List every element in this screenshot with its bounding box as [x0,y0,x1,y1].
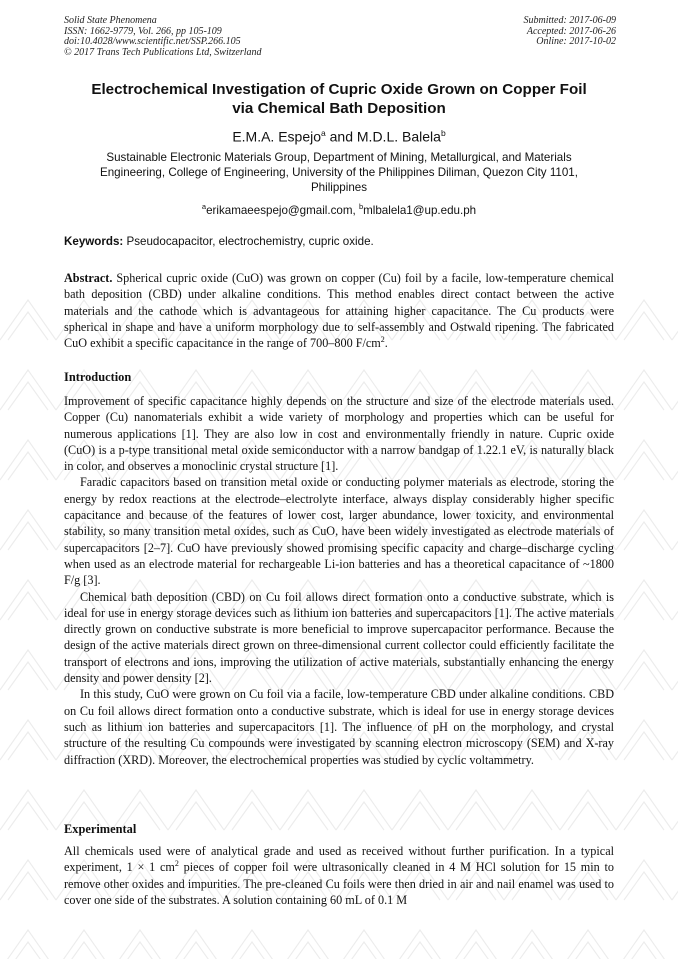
email-a-superscript: a [201,202,207,211]
author-conjunction: and [325,128,357,145]
experimental-text-1: All chemicals used were of analytical grade and used as received without further purification. In a typical experiment, 1 × 1 cm [64,844,614,875]
author-2-superscript: b [440,128,446,138]
date-submitted: Submitted: 2017-06-09 [523,15,616,26]
authors [40,124,638,146]
experimental-text-2: pieces of copper foil were ultrasonically cleaned in 4 M HCl solution for 15 min to remove other oxides and impurities. The pre-cleaned Cu foils were then dried in air and nail enamel was used to cover one side of the substrates. A solution containing 60 mL of 0.1 M [64,860,614,907]
author-1: E.M.A. Espejo [232,128,322,145]
abstract [64,270,614,351]
abstract-text: Spherical cupric oxide (CuO) was grown on copper (Cu) foil by a facile, low-temperature chemical bath deposition (CBD) under alkaline conditions. This method enables direct contact between the active materials and the cathode which is advantageous for attaining higher capacitance. The Cu products were spherical in shape and have a uniform morphology due to self-assembly and Ostwald ripening. The fabricated CuO exhibit a specific capacitance in the range of 700–800 F/cm [64,271,614,351]
author-emails [40,200,638,218]
experimental-body [64,843,614,908]
journal-copyright: © 2017 Trans Tech Publications Ltd, Switzerland [64,46,262,58]
email-b: mlbalela1@up.edu.ph [363,203,477,217]
journal-issn: ISSN: 1662-9779, Vol. 266, pp 105-109 [64,25,222,37]
publication-dates [524,16,617,48]
email-b-superscript: b [358,202,364,211]
author-1-superscript: a [321,128,326,138]
intro-paragraph-2: Faradic capacitors based on transition metal oxide or conducting polymer materials as electrode, storing the energy by redox reactions at the electrode–electrolyte interface, always display considerably higher specific capacitance and because of the features of lower cost, larger abundance, lower toxicity, and environmental stability, so many transition metal oxides, such as CuO, have been widely investigated as electrode materials of supercapacitors [2–7]. CuO have previously showed promising specific capacity and charge–discharge cycling when used as an electrode material for rechargeable Li-ion batteries and has a theoretical capacitance of ~1800 F/g [3]. [64,475,614,588]
affiliation: Sustainable Electronic Materials Group, Department of Mining, Metallurgical, and Materials Engineering, College of Engineering, University of the Philippines Diliman, Quezon City 1101, Philippines [100,151,578,194]
journal-doi: doi:10.4028/www.scientific.net/SSP.266.105 [64,36,241,48]
author-2: M.D.L. Balela [356,128,441,145]
title-line-1: Electrochemical Investigation of Cupric Oxide Grown on Copper Foil [91,81,587,98]
abstract-superscript: 2 [380,335,385,345]
introduction-body [64,393,614,768]
date-online: Online: 2017-10-02 [536,36,616,48]
paper-title [40,80,638,118]
intro-paragraph-4: In this study, CuO were grown on Cu foil via a facile, low-temperature CBD under alkaline conditions. CBD on Cu foil allows direct formation onto a conductive substrate, which is ideal for use in energy storage devices such as lithium ion batteries and supercapacitors [1]. The influence of pH on the morphology, and crystal structure of the resulting Cu compounds were investigated by scanning electron microscopy (SEM) and X-ray diffraction (XRD). Moreover, the electrochemical properties was studied by cyclic voltammetry. [64,687,614,767]
experimental-superscript: 2 [174,859,179,869]
experimental-heading: Experimental [64,822,137,836]
title-line-2: via Chemical Bath Deposition [232,100,446,117]
abstract-label: Abstract. [64,271,113,285]
abstract-end: . [384,336,388,351]
keywords [64,235,614,249]
date-accepted: Accepted: 2017-06-26 [526,25,616,37]
journal-info [64,16,262,58]
introduction-heading: Introduction [64,370,132,384]
journal-name: Solid State Phenomena [64,15,157,26]
intro-paragraph-3: Chemical bath deposition (CBD) on Cu foil allows direct formation onto a conductive substrate, which is ideal for use in energy storage devices such as lithium ion batteries and supercapacitors [1]. The active materials directly grown on conductive substrate is more beneficial to improve supercapacitor performance. Because the design of the active materials direct grown on three-dimensional current collector could efficiently facilitate the transport of electrons and ions, improving the utilization of active materials, substantially enhancing the energy density and power density [2]. [64,589,614,686]
email-a: erikamaeespejo@gmail.com, [206,203,359,217]
keywords-text: Pseudocapacitor, electrochemistry, cupric oxide. [123,235,374,248]
intro-paragraph-1: Improvement of specific capacitance highly depends on the structure and size of the electrode materials used. Copper (Cu) nanomaterials exhibit a wide variety of morphology and properties which can be useful for numerous applications [1]. They are also low in cost and environmentally friendly in nature. Cupric oxide (CuO) is a p-type transitional metal oxide semiconductor with a narrow bandgap of 1.22.1 eV, is naturally black in color, and observes a monoclinic crystal structure [1]. [64,394,614,474]
keywords-label: Keywords: [64,235,124,248]
